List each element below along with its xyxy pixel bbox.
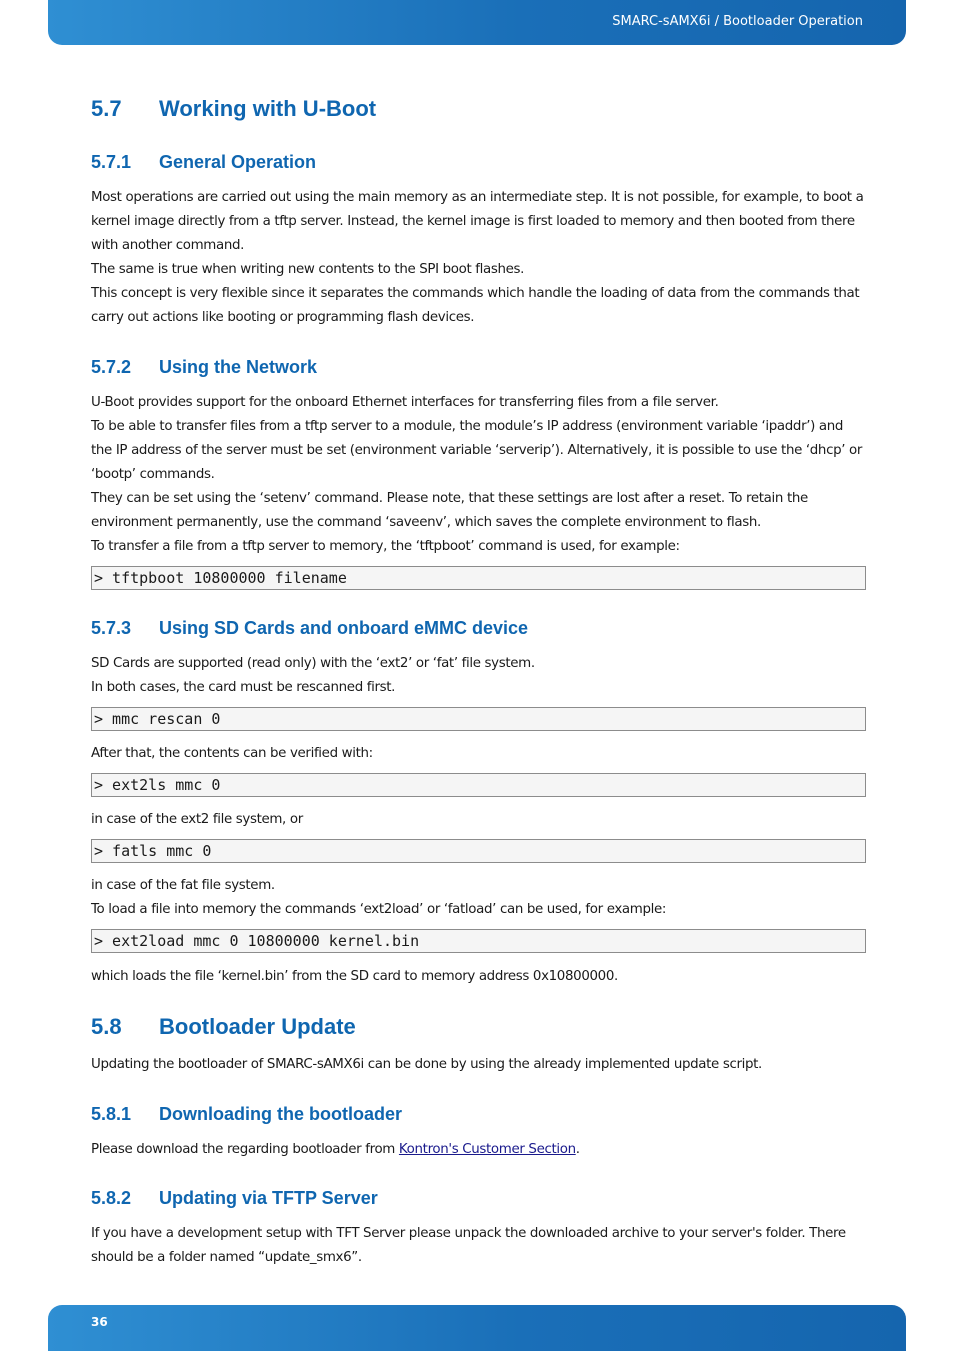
paragraph-tftp-server [91, 1222, 866, 1270]
text-line: SD Cards are supported (read only) with the ‘ext2’ or ‘fat’ file system. [91, 656, 535, 671]
subsection-number: 5.7.2 [91, 357, 132, 377]
paragraph-bootloader-update [91, 1053, 866, 1077]
section-title: Working with U-Boot [159, 96, 377, 121]
paragraph-general-operation [91, 186, 866, 330]
paragraph-after-that [91, 742, 866, 766]
text-line [91, 1138, 866, 1162]
text-line: should be a folder named “update_smx6”. [91, 1250, 362, 1265]
subsection-heading-5-8-2 [91, 1187, 378, 1209]
text-line: They can be set using the ‘setenv’ command. Please note, that these settings are lost after a reset. To retain the [91, 491, 808, 506]
download-text-end: . [575, 1142, 580, 1157]
text-line: Updating the bootloader of SMARC-sAMX6i can be done by using the already implemented update script. [91, 1057, 762, 1072]
paragraph-ext2-case [91, 808, 866, 832]
subsection-title: Downloading the bootloader [159, 1104, 402, 1124]
page-header-band [48, 0, 906, 45]
paragraph-fat-case [91, 874, 866, 922]
customer-section-link[interactable]: Kontron's Customer Section [398, 1142, 576, 1157]
section-number: 5.7 [91, 96, 122, 121]
code-block-mmc-rescan: > mmc rescan 0 [91, 707, 866, 731]
subsection-number: 5.7.1 [91, 152, 132, 172]
page-number: 36 [91, 1315, 108, 1329]
text-line: U-Boot provides support for the onboard Ethernet interfaces for transferring files from a file server. [91, 395, 719, 410]
text-line: in case of the ext2 file system, or [91, 812, 303, 827]
text-line: in case of the fat file system. [91, 878, 275, 893]
subsection-heading-5-7-2 [91, 356, 317, 378]
subsection-number: 5.8.2 [91, 1188, 132, 1208]
text-line: This concept is very flexible since it separates the commands which handle the loading of data from the commands that [91, 286, 860, 301]
subsection-title: General Operation [159, 152, 317, 172]
subsection-number: 5.8.1 [91, 1104, 132, 1124]
subsection-heading-5-7-1 [91, 151, 316, 173]
section-title: Bootloader Update [159, 1014, 356, 1039]
text-line: To load a file into memory the commands ‘ext2load’ or ‘fatload’ can be used, for example: [91, 902, 667, 917]
code-block-fatls: > fatls mmc 0 [91, 839, 866, 863]
subsection-title: Updating via TFTP Server [159, 1188, 378, 1208]
subsection-heading-5-8-1 [91, 1103, 402, 1125]
text-line: carry out actions like booting or programming flash devices. [91, 310, 475, 325]
text-line: If you have a development setup with TFT Server please unpack the downloaded archive to your server's folder. There [91, 1226, 846, 1241]
text-line: the IP address of the server must be set (environment variable ‘serverip’). Alternatively, it is possible to use the ‘dhcp’ or [91, 443, 863, 458]
text-line: To transfer a file from a tftp server to memory, the ‘tftpboot’ command is used, for example: [91, 539, 680, 554]
code-block-ext2ls: > ext2ls mmc 0 [91, 773, 866, 797]
paragraph-download [91, 1138, 866, 1162]
text-line: environment permanently, use the command ‘saveenv’, which saves the complete environment to flash. [91, 515, 761, 530]
paragraph-sd-cards [91, 652, 866, 700]
text-line: with another command. [91, 238, 245, 253]
paragraph-using-network [91, 391, 866, 559]
code-block-tftpboot: > tftpboot 10800000 filename [91, 566, 866, 590]
subsection-heading-5-7-3 [91, 617, 528, 639]
code-block-ext2load: > ext2load mmc 0 10800000 kernel.bin [91, 929, 866, 953]
text-line: which loads the file ‘kernel.bin’ from the SD card to memory address 0x10800000. [91, 969, 618, 984]
text-line: The same is true when writing new contents to the SPI boot flashes. [91, 262, 525, 277]
text-line: Most operations are carried out using the main memory as an intermediate step. It is not possible, for example, to boot a [91, 190, 864, 205]
text-line: After that, the contents can be verified with: [91, 746, 373, 761]
running-header: SMARC-sAMX6i / Bootloader Operation [612, 14, 863, 29]
section-heading-5-8 [91, 1014, 356, 1040]
section-heading-5-7 [91, 96, 376, 122]
download-text: Please download the regarding bootloader from [91, 1142, 399, 1157]
subsection-title: Using the Network [159, 357, 318, 377]
subsection-title: Using SD Cards and onboard eMMC device [159, 618, 529, 638]
page-footer-band [48, 1305, 906, 1351]
text-line: To be able to transfer files from a tftp server to a module, the module’s IP address (environment variable ‘ipaddr’) and [91, 419, 844, 434]
text-line: ‘bootp’ commands. [91, 467, 215, 482]
text-line: kernel image directly from a tftp server. Instead, the kernel image is first loaded to memory and then booted from there [91, 214, 855, 229]
paragraph-loads-file [91, 965, 866, 989]
section-number: 5.8 [91, 1014, 122, 1039]
text-line: In both cases, the card must be rescanned first. [91, 680, 396, 695]
subsection-number: 5.7.3 [91, 618, 132, 638]
